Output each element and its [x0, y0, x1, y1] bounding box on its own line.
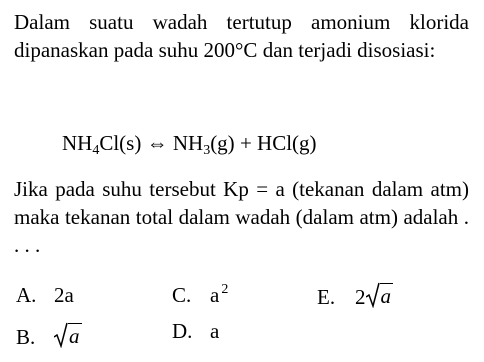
option-label: A. — [16, 283, 37, 307]
nh4cl-formula: $NH_4Cl(s)$ — [62, 131, 142, 158]
option-value: 2a — [54, 283, 74, 307]
question-body: Jika pada suhu tersebut Kp = a (tekanan dalam atm) maka tekanan total dalam wadah (dalam atm) adalah . . . . — [14, 177, 469, 257]
power-base: a — [210, 283, 220, 307]
option-value: a — [210, 319, 220, 343]
radical-sign-icon — [54, 322, 68, 348]
power-exponent: 2 — [221, 282, 229, 297]
radicand: a — [69, 324, 80, 348]
plus-sign: + — [239, 131, 252, 155]
hcl-formula: HCl(g) — [257, 131, 317, 155]
option-label: C. — [172, 283, 192, 307]
option-label: D. — [172, 319, 193, 343]
square-root-expression — [54, 322, 82, 348]
option-c[interactable] — [172, 282, 228, 308]
radical-sign-icon — [366, 282, 380, 308]
coefficient: 2 — [355, 285, 366, 309]
option-b[interactable] — [16, 322, 82, 350]
option-label: E. — [317, 285, 336, 309]
nh3-formula: $NH_3(g)$ — [172, 131, 235, 158]
square-root-expression — [366, 282, 394, 308]
question-intro: Dalam suatu wadah tertutup amonium klorida dipanaskan pada suhu 200°C dan terjadi disosiasi: — [14, 10, 469, 62]
option-e[interactable] — [317, 282, 393, 310]
equilibrium-arrow-icon: ⇔ — [146, 131, 168, 155]
dissociation-equation — [62, 130, 317, 156]
option-d[interactable] — [172, 318, 219, 344]
option-a[interactable] — [16, 282, 74, 308]
option-label: B. — [16, 325, 36, 349]
radicand: a — [380, 284, 391, 308]
